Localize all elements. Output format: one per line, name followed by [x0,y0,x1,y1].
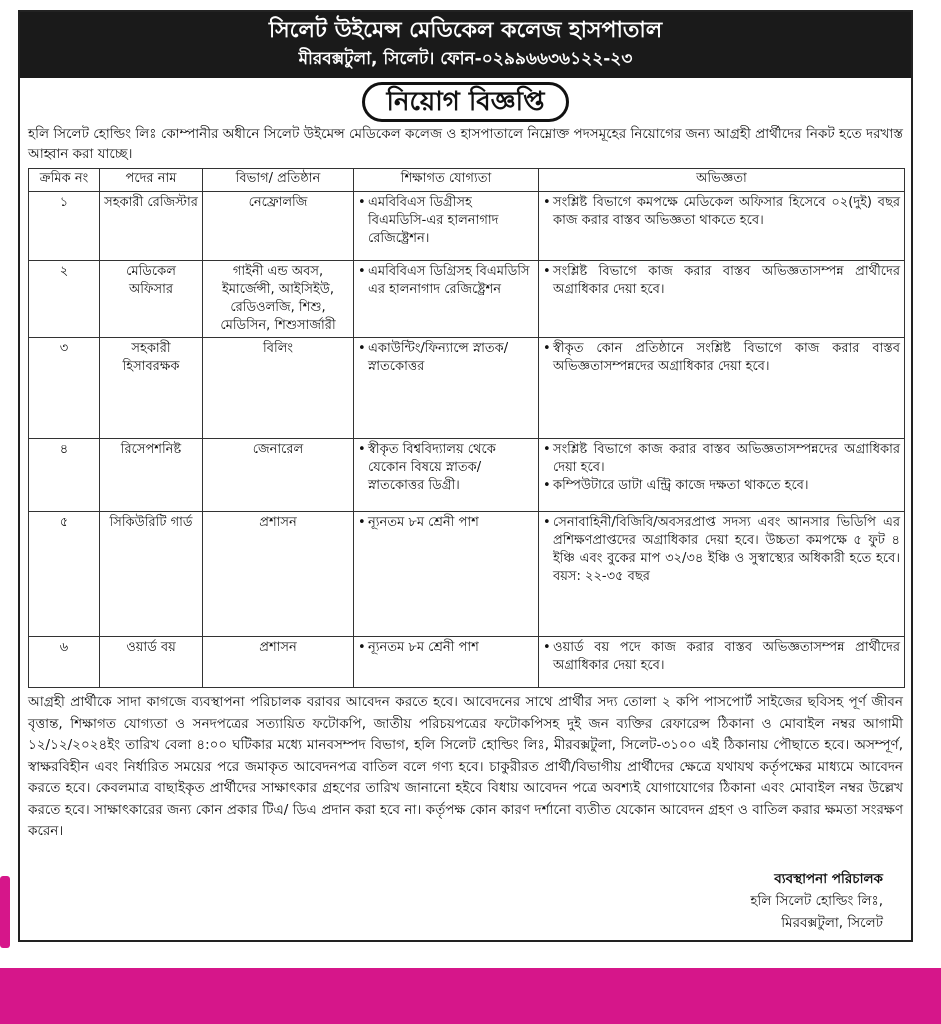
post-cell: ওয়ার্ড বয় [100,637,203,688]
department-cell: বিলিং [203,338,354,439]
pink-bottom-band [0,968,941,1024]
qualification-item: • একাউন্টিং/ফিন্যান্সে স্নাতক/ স্নাতকোত্তর [358,340,534,376]
table-header-row [29,169,905,192]
post-cell: সহকারী হিসাবরক্ষক [100,338,203,439]
experience-cell [539,637,905,688]
experience-item: • স্বীকৃত কোন প্রতিষ্ঠানে সংশ্লিষ্ট বিভাগে কাজ করার বাস্তব অভিজ্ঞতাসম্পন্নদের অগ্রাধিকার দেয়া হবে। [543,340,900,376]
banner-wrap [20,82,911,122]
experience-cell [539,338,905,439]
signatory-title: ব্যবস্থাপনা পরিচালক [774,871,883,887]
department-cell: নেফ্রোলজি [203,192,354,261]
table-row [29,637,905,688]
job-notice [18,10,913,942]
serial-cell: ৪ [29,439,100,512]
serial-cell: ৬ [29,637,100,688]
department-cell: গাইনী এন্ড অবস, ইমার্জেন্সী, আইসিইউ, রেডিওলজি, শিশু, মেডিসিন, শিশুসার্জারী [203,261,354,338]
experience-cell [539,192,905,261]
posts-table [28,168,905,688]
qualification-cell [354,439,539,512]
post-cell: রিসেপশনিষ্ট [100,439,203,512]
experience-item: • সংশ্লিষ্ট বিভাগে কাজ করার বাস্তব অভিজ্ঞতাসম্পন্নদের অগ্রাধিকার দেয়া হবে। [543,441,900,477]
hospital-name: সিলেট উইমেন্স মেডিকেল কলেজ হাসপাতাল [268,18,663,43]
qualification-item: • এমবিবিএস ডিগ্রিসহ বিএমডিসি এর হালনাগাদ রেজিষ্ট্রেশন [358,263,534,299]
application-instructions: আগ্রহী প্রার্থীকে সাদা কাগজে ব্যবস্থাপনা পরিচালক বরাবর আবেদন করতে হবে। আবেদনের সাথে প্রার্থীর সদ্য তোলা ২ কপি পাসপোর্ট সাইজের ছবিসহ পূর্ণ জীবন বৃত্তান্ত, শিক্ষাগত যোগ্যতা ও সনদপত্রের সত্যায়িত ফটোকপি, জাতীয় পরিচয়পত্রের ফটোকপিসহ দুই জন ব্যক্তির রেফারেন্স ঠিকানা ও মোবাইল নম্বর আগামী ১২/১২/২০২৪ইং তারিখ বেলা ৪:০০ ঘটিকার মধ্যে মানবসম্পদ বিভাগ, হলি সিলেট হোল্ডিং লিঃ, মীরবক্সটুলা, সিলেট-৩১০০ এই ঠিকানায় পৌছাতে হবে। অসম্পূর্ণ, স্বাক্ষরবিহীন এবং নির্ধারিত সময়ের পরে জমাকৃত আবেদনপত্র বাতিল বলে গণ্য হবে। চাকুরীরত প্রার্থী/বিভাগীয় প্রার্থীদের ক্ষেত্রে যথাযথ কর্তৃপক্ষের মাধ্যমে আবেদন করতে হবে। কেবলমাত্র বাছাইকৃত প্রার্থীদের সাক্ষাৎকার গ্রহণের তারিখ জানানো হইবে বিধায় আবেদন পত্রে অবশ্যই যোগাযোগের ঠিকানা এবং মোবাইল নম্বর উল্লেখ করতে হবে। সাক্ষাৎকারের জন্য কোন প্রকার টিএ/ ডিএ প্রদান করা হবে না। কর্তৃপক্ষ কোন কারণ দর্শানো ব্যতীত যেকোন আবেদন গ্রহণ ও বাতিল করার ক্ষমতা সংরক্ষণ করেন। [28,694,903,839]
table-row [29,192,905,261]
department-cell: জেনারেল [203,439,354,512]
department-cell: প্রশাসন [203,637,354,688]
qualification-cell [354,338,539,439]
table-row [29,512,905,637]
qualification-item: • ন্যূনতম ৮ম শ্রেনী পাশ [358,514,534,532]
serial-cell: ৫ [29,512,100,637]
post-cell: সিকিউরিটি গার্ড [100,512,203,637]
qualification-item: • স্বীকৃত বিশ্ববিদ্যালয় থেকে যেকোন বিষয়ে স্নাতক/স্নাতকোত্তর ডিগ্রী। [358,441,534,495]
signature-block [750,868,883,934]
hospital-address: মীরবক্সটুলা, সিলেট। ফোন-০২৯৯৬৬৩৬১২২-২৩ [298,49,633,69]
table-row [29,439,905,512]
notice-banner: নিয়োগ বিজ্ঞপ্তি [362,82,570,122]
qualification-item: • এমবিবিএস ডিগ্রীসহ বিএমডিসি-এর হালনাগাদ রেজিষ্ট্রেশন। [358,194,534,248]
qualification-cell [354,192,539,261]
experience-item: • ওয়ার্ড বয় পদে কাজ করার বাস্তব অভিজ্ঞতাসম্পন্ন প্রার্থীদের অগ্রাধিকার দেয়া হবে। [543,639,900,675]
qualification-cell [354,512,539,637]
header-experience: অভিজ্ঞতা [539,169,905,192]
qualification-item: • ন্যূনতম ৮ম শ্রেনী পাশ [358,639,534,657]
qualification-cell [354,261,539,338]
hospital-header [20,12,911,78]
post-cell: সহকারী রেজিস্টার [100,192,203,261]
pink-side-bar [0,876,10,948]
signatory-company: হলি সিলেট হোল্ডিং লিঃ, [750,893,883,909]
department-cell: প্রশাসন [203,512,354,637]
post-cell: মেডিকেল অফিসার [100,261,203,338]
serial-cell: ২ [29,261,100,338]
header-qualification: শিক্ষাগত যোগ্যতা [354,169,539,192]
header-serial: ক্রমিক নং [29,169,100,192]
table-row [29,338,905,439]
experience-cell [539,512,905,637]
experience-cell [539,261,905,338]
header-post: পদের নাম [100,169,203,192]
qualification-cell [354,637,539,688]
intro-paragraph: হলি সিলেট হোল্ডিং লিঃ কোম্পানীর অধীনে সিলেট উইমেন্স মেডিকেল কলেজ ও হাসপাতালে নিম্নোক্ত পদসমূহের নিয়োগের জন্য আগ্রহী প্রার্থীদের নিকট হতে দরখাস্ত আহ্বান করা যাচ্ছে। [28,126,903,162]
experience-item: • সংশ্লিষ্ট বিভাগে কমপক্ষে মেডিকেল অফিসার হিসেবে ০২(দুই) বছর কাজ করার বাস্তব অভিজ্ঞতা থাকতে হবে। [543,194,900,230]
experience-item: • সেনাবাহিনী/বিজিবি/অবসরপ্রাপ্ত সদস্য এবং আনসার ভিডিপি এর প্রশিক্ষণপ্রাপ্তদের অগ্রাধিকার দেয়া হবে। উচ্চতা কমপক্ষে ৫ ফুট ৪ ইঞ্চি এবং বুকের মাপ ৩২/৩৪ ইঞ্চি ও সুস্বাস্থ্যের অধিকারী হতে হবে। বয়স: ২২-৩৫ বছর [543,514,900,586]
experience-cell [539,439,905,512]
header-department: বিভাগ/ প্রতিষ্ঠান [203,169,354,192]
serial-cell: ১ [29,192,100,261]
signatory-location: মিরবক্সটুলা, সিলেট [781,915,883,931]
experience-item: • সংশ্লিষ্ট বিভাগে কাজ করার বাস্তব অভিজ্ঞতাসম্পন্ন প্রার্থীদের অগ্রাধিকার দেয়া হবে। [543,263,900,299]
serial-cell: ৩ [29,338,100,439]
experience-item: • কম্পিউটারে ডাটা এন্ট্রি কাজে দক্ষতা থাকতে হবে। [543,477,900,495]
table-row [29,261,905,338]
